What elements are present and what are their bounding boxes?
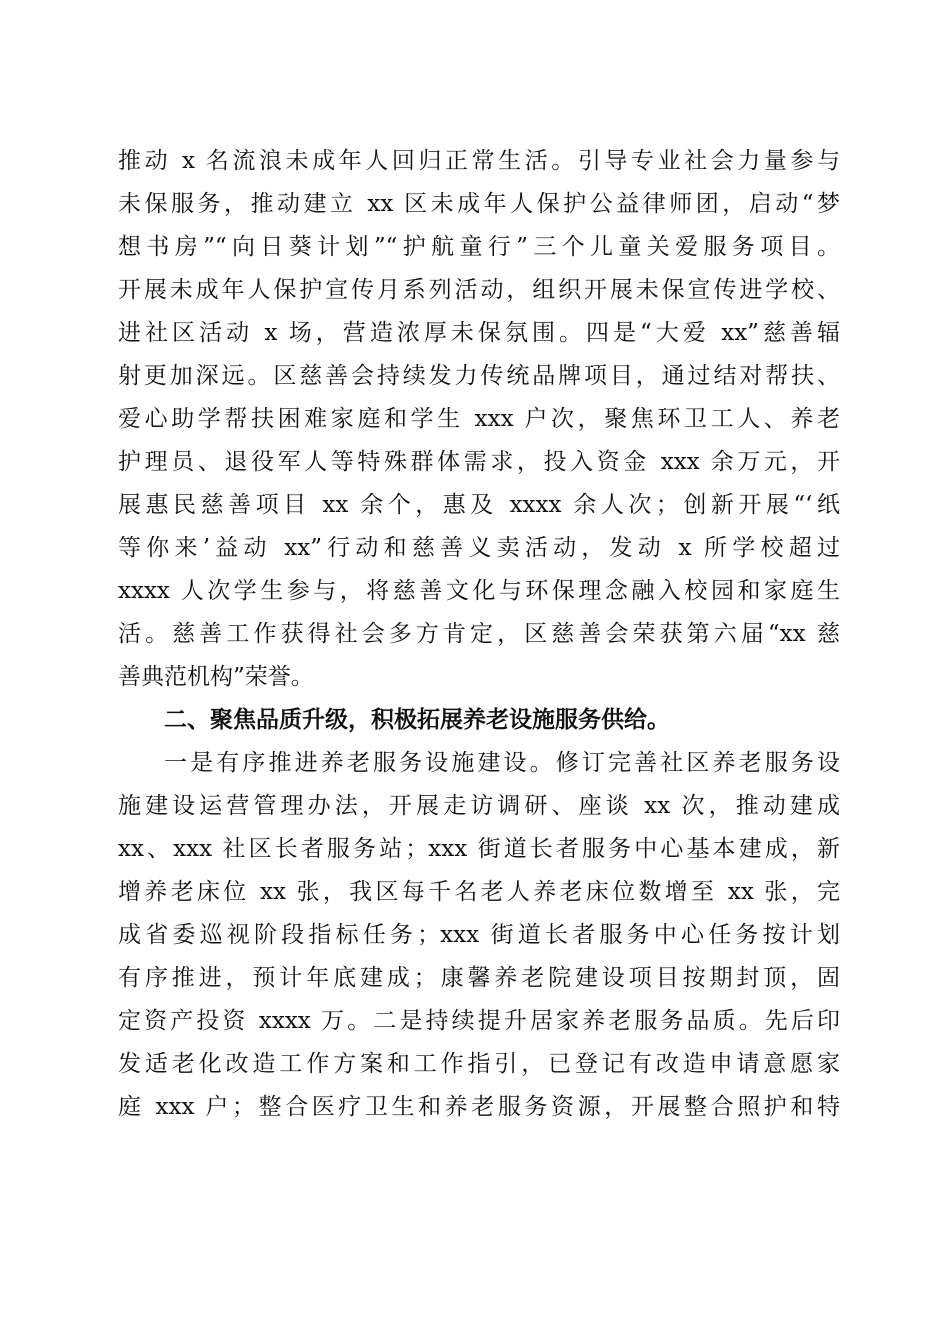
body-line: 发适老化改造工作方案和工作指引，已登记有改造申请意愿家	[118, 1051, 840, 1077]
body-line: 开展未成年人保护宣传月系列活动，组织开展未保宣传进学校、	[118, 277, 840, 303]
body-line: 增养老床位 xx 张，我区每千名老人养老床位数增至 xx 张，完	[118, 879, 840, 905]
body-line: xxxx 人次学生参与，将慈善文化与环保理念融入校园和家庭生	[118, 578, 840, 604]
body-line: 展惠民慈善项目 xx 余个，惠及 xxxx 余人次；创新开展“‘纸	[118, 492, 840, 518]
body-line: 未保服务，推动建立 xx 区未成年人保护公益律师团，启动“梦	[118, 191, 840, 217]
body-line: 有序推进，预计年底建成；康馨养老院建设项目按期封顶，固	[118, 965, 840, 991]
body-line: 一是有序推进养老服务设施建设。修订完善社区养老服务设	[164, 750, 840, 776]
body-line: 活。慈善工作获得社会多方肯定，区慈善会荣获第六届“xx 慈	[118, 621, 840, 647]
body-line: 想书房”“向日葵计划”“护航童行”三个儿童关爱服务项目。	[118, 234, 840, 260]
body-line: 护理员、退役军人等特殊群体需求，投入资金 xxx 余万元，开	[118, 449, 840, 475]
body-line: 进社区活动 x 场，营造浓厚未保氛围。四是“大爱 xx”慈善辐	[118, 320, 840, 346]
body-line: 射更加深远。区慈善会持续发力传统品牌项目，通过结对帮扶、	[118, 363, 840, 389]
body-line: 爱心助学帮扶困难家庭和学生 xxx 户次，聚焦环卫工人、养老	[118, 406, 840, 432]
body-line: 等你来’益动 xx”行动和慈善义卖活动，发动 x 所学校超过	[118, 535, 840, 561]
body-line: 施建设运营管理办法，开展走访调研、座谈 xx 次，推动建成	[118, 793, 840, 819]
body-line: 定资产投资 xxxx 万。二是持续提升居家养老服务品质。先后印	[118, 1008, 840, 1034]
body-line: 庭 xxx 户；整合医疗卫生和养老服务资源，开展整合照护和特	[118, 1094, 840, 1120]
body-line: 善典范机构”荣誉。	[118, 664, 314, 690]
body-line: 推动 x 名流浪未成年人回归正常生活。引导专业社会力量参与	[118, 148, 840, 174]
document-body	[118, 140, 840, 1129]
body-line: 成省委巡视阶段指标任务；xxx 街道长者服务中心任务按计划	[118, 922, 840, 948]
section-heading: 二、聚焦品质升级，积极拓展养老设施服务供给。	[164, 707, 670, 733]
body-line: xx、xxx 社区长者服务站；xxx 街道长者服务中心基本建成，新	[118, 836, 840, 862]
